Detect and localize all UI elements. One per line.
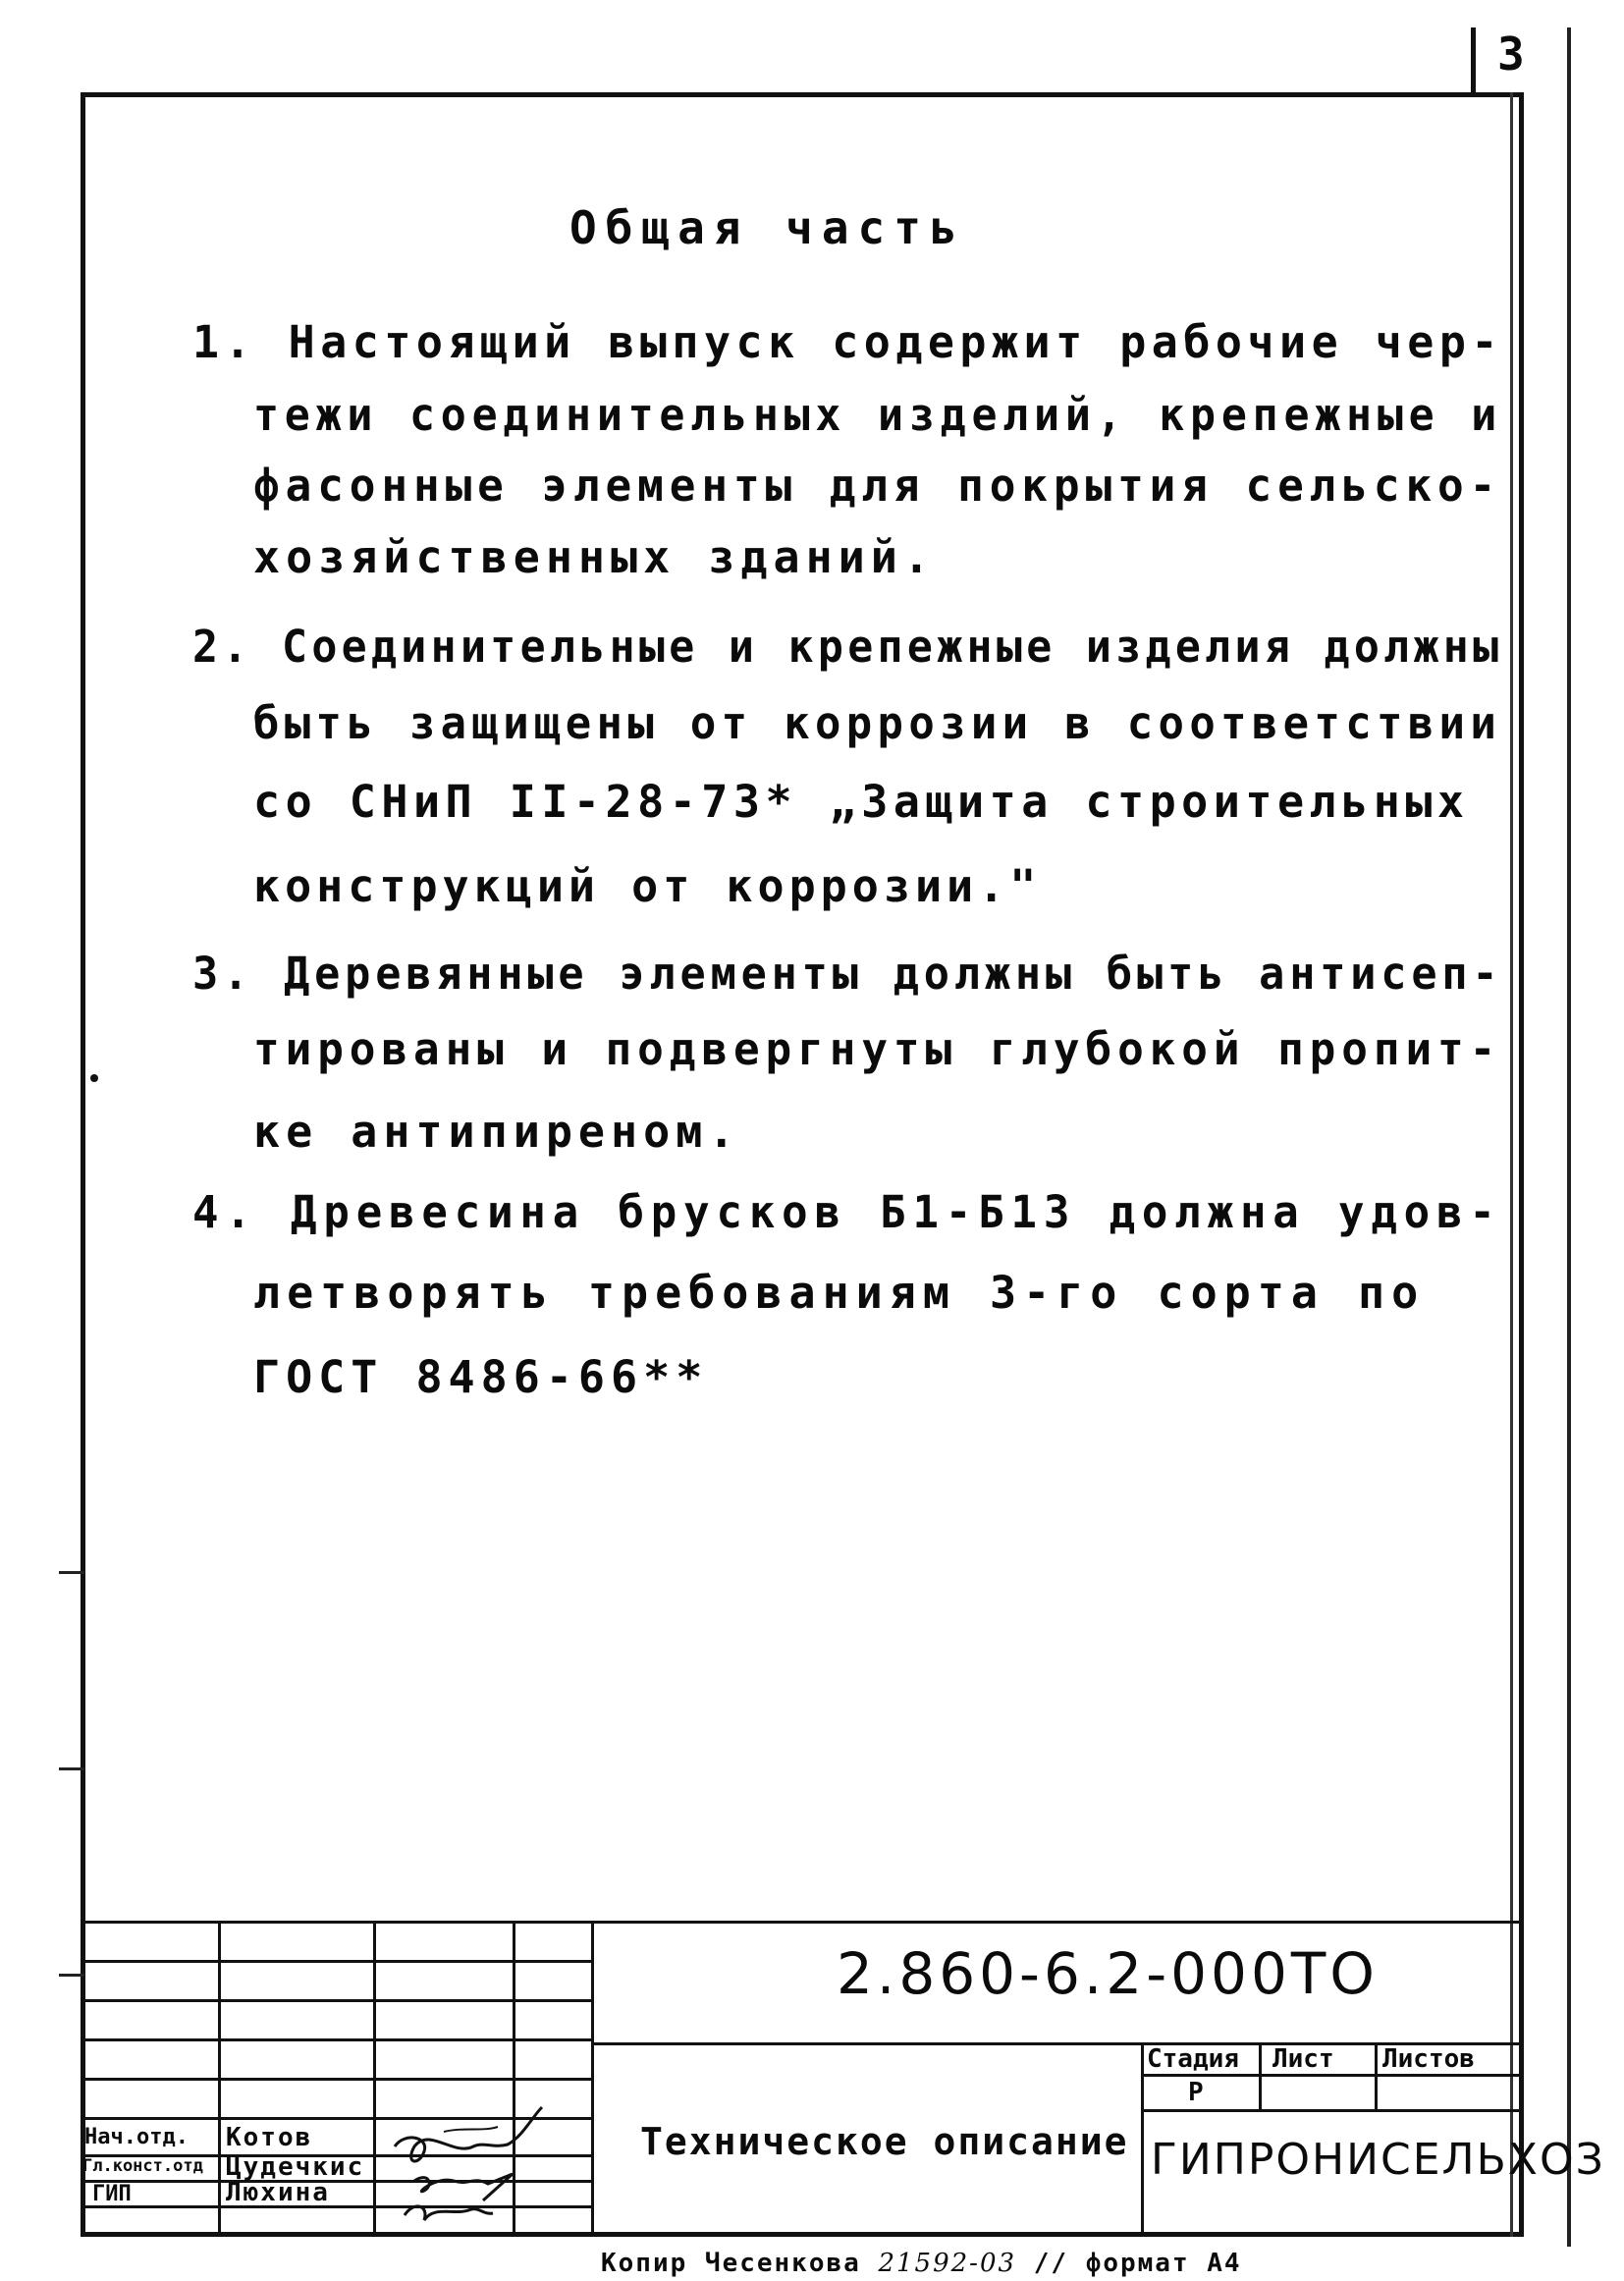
body-line-14: ГОСТ 8486-66** bbox=[253, 1351, 709, 1403]
handwritten-signature-image bbox=[375, 2078, 571, 2235]
grid-rule bbox=[1375, 2042, 1378, 2109]
body-line-12: 4. Древесина брусков Б1-Б13 должна удов- bbox=[192, 1186, 1502, 1238]
body-line-9: 3. Деревянные элементы должны быть антисеп- bbox=[192, 948, 1503, 1000]
title-block bbox=[81, 1921, 1605, 2237]
sheet-header: Лист bbox=[1272, 2044, 1334, 2074]
grid-rule bbox=[81, 1999, 591, 2002]
frame-right-rule bbox=[1510, 92, 1513, 2237]
page-number: 3 bbox=[1497, 27, 1525, 81]
grid-rule bbox=[81, 1960, 591, 1963]
right-margin-rule bbox=[1567, 27, 1571, 2247]
order-number: 21592-03 bbox=[878, 2249, 1017, 2278]
grid-rule bbox=[591, 1921, 594, 2237]
body-line-11: ке антипиреном. bbox=[253, 1106, 741, 1158]
signature-name-2: Цудечкис bbox=[226, 2152, 365, 2182]
page-number-box bbox=[1471, 27, 1574, 92]
grid-rule bbox=[81, 2038, 591, 2041]
body-line-7: со СНиП II-28-73* „Защита строительных bbox=[253, 776, 1470, 828]
body-line-10: тированы и подвергнуты глубокой пропит- bbox=[253, 1023, 1502, 1075]
margin-tick bbox=[59, 1767, 84, 1770]
stage-header: Стадия bbox=[1147, 2044, 1239, 2074]
signature-name-3: Люхина bbox=[226, 2178, 330, 2207]
body-line-13: летворять требованиям 3-го сорта по bbox=[253, 1267, 1426, 1319]
copy-note bbox=[601, 2249, 1242, 2278]
sheets-header: Листов bbox=[1382, 2044, 1475, 2074]
body-line-5: 2. Соединительные и крепежные изделия должны bbox=[192, 621, 1503, 673]
separator-mark: // bbox=[1033, 2249, 1086, 2278]
signature-role-1: Нач.отд. bbox=[84, 2125, 189, 2149]
grid-rule bbox=[1141, 2109, 1524, 2112]
grid-rule bbox=[1141, 2042, 1144, 2237]
body-line-4: хозяйственных зданий. bbox=[253, 531, 936, 583]
organization-name: ГИПРОНИСЕЛЬХОЗ bbox=[1151, 2135, 1605, 2185]
signature-role-3: ГИП bbox=[92, 2182, 132, 2206]
body-line-6: быть защищены от коррозии в соответствии bbox=[253, 697, 1502, 749]
document-code: 2.860-6.2-000ТО bbox=[837, 1940, 1379, 2007]
section-heading: Общая часть bbox=[569, 201, 966, 254]
margin-tick bbox=[59, 1571, 84, 1574]
ink-dot bbox=[90, 1074, 98, 1082]
body-line-2: тежи соединительных изделий, крепежные и bbox=[253, 389, 1503, 441]
signature-role-2: Гл.конст.отд bbox=[82, 2156, 203, 2176]
body-line-3: фасонные элементы для покрытия сельско- bbox=[253, 460, 1502, 512]
grid-rule bbox=[1141, 2074, 1524, 2077]
copied-label: Копир Чесенкова bbox=[601, 2249, 861, 2278]
stage-value: Р bbox=[1188, 2078, 1204, 2107]
body-line-8: конструкций от коррозии." bbox=[253, 860, 1042, 912]
signature-name-1: Котов bbox=[226, 2123, 313, 2152]
title-block-top-rule bbox=[81, 1921, 1524, 1924]
document-title: Техническое описание bbox=[640, 2120, 1129, 2163]
format-label: формат А4 bbox=[1085, 2249, 1242, 2278]
body-line-1: 1. Настоящий выпуск содержит рабочие чер- bbox=[192, 316, 1503, 368]
grid-rule bbox=[1259, 2042, 1262, 2109]
